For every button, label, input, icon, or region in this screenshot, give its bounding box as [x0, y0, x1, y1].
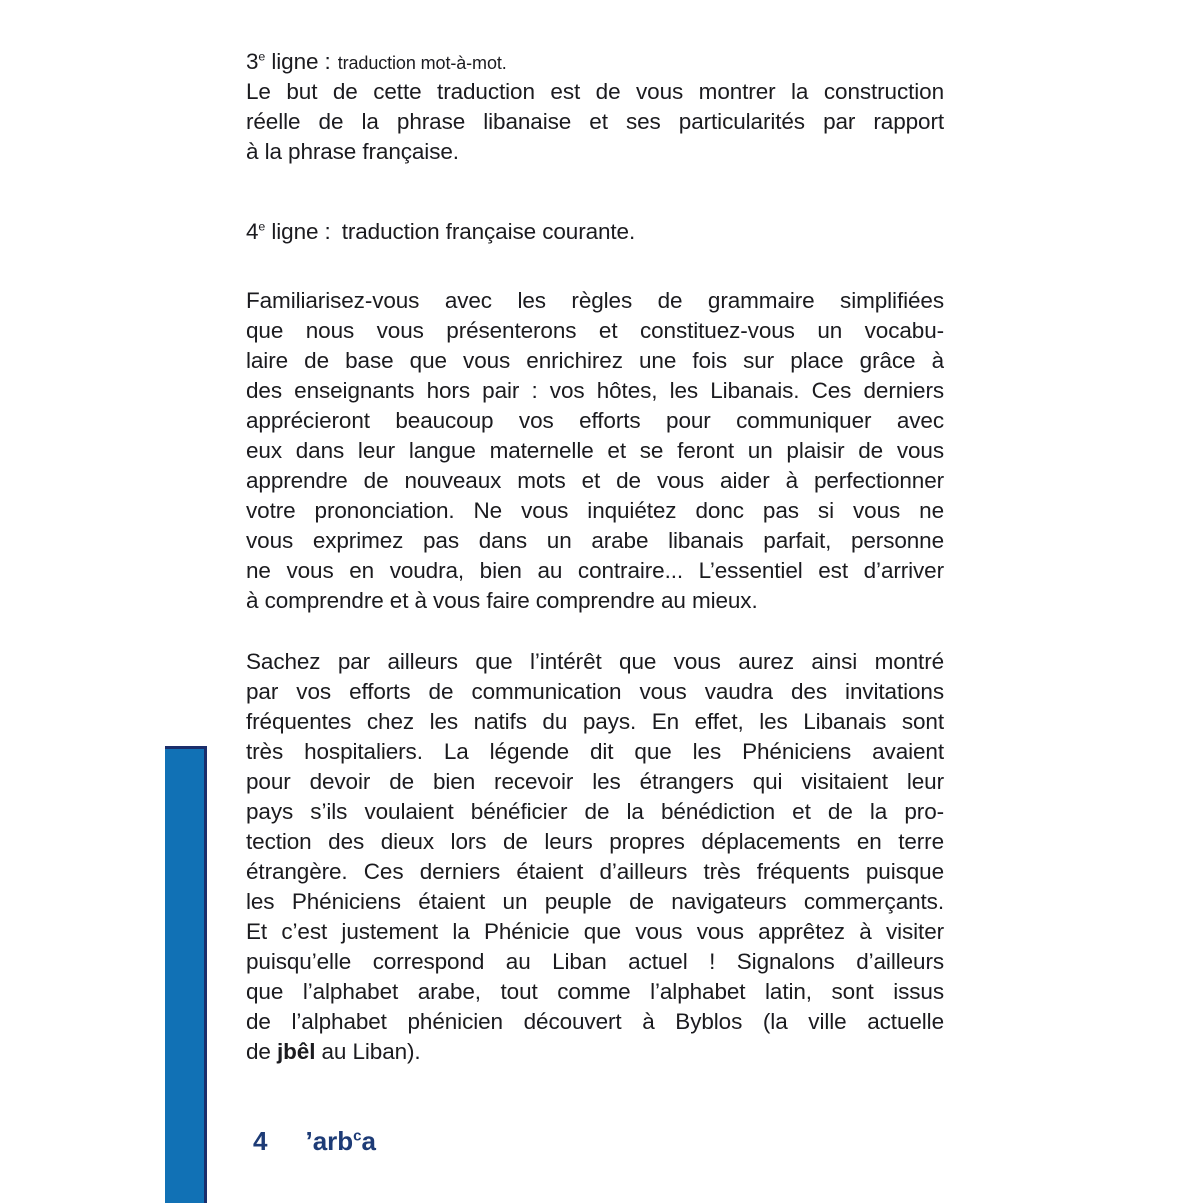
transliteration-post: a [361, 1126, 377, 1156]
heading-line3 [246, 47, 944, 77]
body-line: laire de base que vous enrichirez une fois sur place grâce à [246, 348, 944, 373]
body-line: tection des dieux lors de leurs propres déplacements en terre [246, 829, 944, 854]
page-number-transliteration [305, 1124, 376, 1158]
page-text-block [246, 47, 944, 1067]
line3-description: traduction mot-à-mot. [337, 53, 507, 73]
body-line: apprécieront beaucoup vos efforts pour communiquer avec [246, 408, 944, 433]
body-line: puisqu’elle correspond au Liban actuel ! Signalons d’ailleurs [246, 949, 944, 974]
paragraph-grammar-advice [246, 286, 944, 616]
body-line: de l’alphabet phénicien découvert à Byblos (la ville actuelle [246, 1009, 944, 1034]
page-number: 4 [253, 1126, 268, 1156]
transliteration-pre: ’arb [305, 1126, 354, 1156]
arabic-word-jbel: jbêl [276, 1039, 316, 1064]
body-line: que nous vous présenterons et constituez-vous un vocabu- [246, 318, 944, 343]
line4-description: traduction française courante. [341, 219, 636, 244]
body-line: fréquentes chez les natifs du pays. En effet, les Libanais sont [246, 709, 944, 734]
body-line: par vos efforts de communication vous vaudra des invitations [246, 679, 944, 704]
line4-number: 4 [246, 219, 259, 244]
intro-line: Le but de cette traduction est de vous montrer la construction [246, 79, 944, 104]
line4-ordinal-suffix: e [258, 219, 266, 234]
paragraph-line4-definition [246, 217, 944, 247]
body-line: Familiarisez-vous avec les règles de grammaire simplifiées [246, 288, 944, 313]
body-line: que l’alphabet arabe, tout comme l’alphabet latin, sont issus [246, 979, 944, 1004]
left-accent-bar [165, 746, 207, 1203]
body-line: apprendre de nouveaux mots et de vous aider à perfectionner [246, 468, 944, 493]
line4-label: ligne : [265, 219, 331, 244]
line3-label: ligne : [265, 49, 331, 74]
body-line: vous exprimez pas dans un arabe libanais parfait, personne [246, 528, 944, 553]
paragraph-line3-definition [246, 47, 944, 167]
body-line-last [246, 1037, 944, 1067]
line3-ordinal-suffix: e [258, 49, 266, 64]
last-line-pre: de [246, 1039, 277, 1064]
last-line-post: au Liban). [315, 1039, 421, 1064]
body-line: ne vous en voudra, bien au contraire... L’essentiel est d’arriver [246, 558, 944, 583]
body-line: des enseignants hors pair : vos hôtes, les Libanais. Ces derniers [246, 378, 944, 403]
intro-line: réelle de la phrase libanaise et ses particularités par rapport [246, 109, 944, 134]
body-line: Sachez par ailleurs que l’intérêt que vous aurez ainsi montré [246, 649, 944, 674]
body-line: eux dans leur langue maternelle et se feront un plaisir de vous [246, 438, 944, 463]
body-line: pays s’ils voulaient bénéficier de la bénédiction et de la pro- [246, 799, 944, 824]
transliteration-ayn-superscript: c [353, 1127, 362, 1145]
body-line: les Phéniciens étaient un peuple de navigateurs commerçants. [246, 889, 944, 914]
line3-number: 3 [246, 49, 259, 74]
page-footer [253, 1124, 376, 1158]
body-line: à comprendre et à vous faire comprendre au mieux. [246, 588, 758, 613]
body-line: étrangère. Ces derniers étaient d’ailleurs très fréquents puisque [246, 859, 944, 884]
heading-line4 [246, 217, 944, 247]
paragraph-culture-phoenicians [246, 647, 944, 1067]
body-line: pour devoir de bien recevoir les étrangers qui visitaient leur [246, 769, 944, 794]
body-line: Et c’est justement la Phénicie que vous vous apprêtez à visiter [246, 919, 944, 944]
body-line: très hospitaliers. La légende dit que les Phéniciens avaient [246, 739, 944, 764]
intro-line: à la phrase française. [246, 139, 459, 164]
body-line: votre prononciation. Ne vous inquiétez donc pas si vous ne [246, 498, 944, 523]
